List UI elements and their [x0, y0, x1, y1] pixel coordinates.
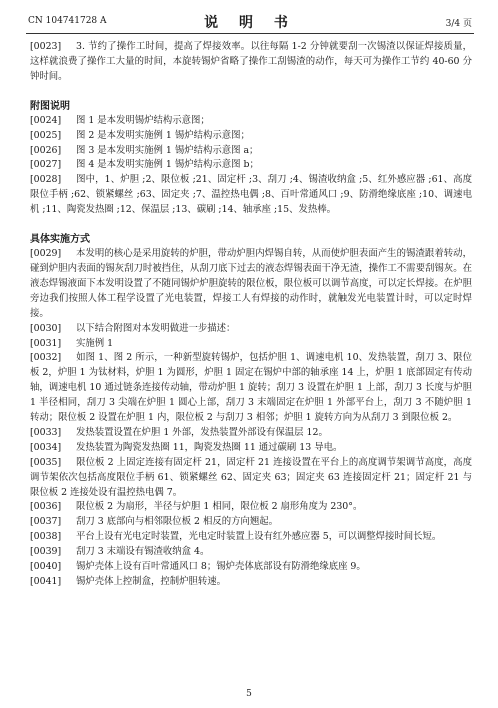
paragraph-text: 图 1 是本发明锡炉结构示意图；	[76, 114, 210, 126]
paragraph-0041	[30, 575, 472, 590]
paragraph-0032	[30, 351, 472, 426]
paragraph-number: [0033]	[30, 426, 62, 438]
paragraph-0040	[30, 560, 472, 575]
paragraph-text: 锡炉壳体上控制盒，控制炉胆转速。	[76, 576, 227, 587]
paragraph-number: [0024]	[30, 114, 62, 126]
paragraph-number: [0039]	[30, 546, 62, 558]
paragraph-text: 刮刀 3 末端设有锡渣收纳盒 4。	[76, 546, 210, 558]
paragraph-text: 实施例 1	[76, 337, 114, 349]
paragraph-text: 3. 节约了操作工时间，提高了焊接效率。以往每隔 1-2 分钟就要刮一次锡渣以保证焊接质量，这样就浪费了操作工大量的时间，本旋转锡炉省略了操作工刮锡渣的动作，每天可为操作工节约 40-60 分钟时间。	[30, 41, 472, 82]
paragraph-text: 限位板 2 上固定连接有固定杆 21，固定杆 21 连接设置在平台上的高度调节架调节高度，高度调节架依次包括高度限位手柄 61、锁紧螺丝 62、固定夹 63；固定夹 63 连接固定杆 21；固定杆 21 与限位板 2 连接处设有温控热电偶 7。	[30, 456, 472, 498]
paragraph-text: 发热装置为陶瓷发热圈 11，陶瓷发热圈 11 通过碳刷 13 导电。	[76, 441, 343, 453]
paragraph-0030	[30, 322, 472, 337]
paragraph-number: [0041]	[30, 576, 62, 587]
section-heading-drawings: 附图说明	[30, 100, 70, 112]
paragraph-number: [0034]	[30, 441, 62, 453]
paragraph-text: 发热装置设置在炉胆 1 外部，发热装置外部设有保温层 12。	[76, 426, 328, 438]
paragraph-0024	[30, 114, 472, 129]
paragraph-0036	[30, 500, 472, 515]
page-header	[28, 12, 472, 32]
paragraph-number: [0025]	[30, 129, 62, 141]
paragraph-text: 刮刀 3 底部向与相邻限位板 2 相反的方向翘起。	[76, 516, 278, 528]
paragraph-text: 图 3 是本发明实施例 1 锡炉结构示意图 a；	[76, 144, 259, 156]
paragraph-number: [0037]	[30, 516, 62, 528]
paragraph-number: [0035]	[30, 456, 62, 468]
paragraph-number: [0032]	[30, 352, 62, 364]
paragraph-0038	[30, 530, 472, 545]
paragraph-text: 平台上设有光电定时装置，光电定时装置上设有红外感应器 5，可以调整焊接时间长短。	[76, 531, 442, 543]
paragraph-0037	[30, 515, 472, 530]
paragraph-text: 如图 1、图 2 所示，一种新型旋转锡炉，包括炉胆 1、调速电机 10、发热装置，刮刀 3、限位板 2，炉胆 1 为钛材料，炉胆 1 为圆形，炉胆 1 固定在锡炉中部的轴承座 14 上，炉胆 1 底部固定有传动轴，调速电机 10 通过链条连接传动轴，带动炉胆 1 旋转；刮刀 3 设置在炉胆 1 上部，刮刀 3 长度与炉胆 1 半径相同，刮刀 3 尖端在炉胆 1 圆心上部，刮刀 3 末端固定在炉胆 1 外部平台上，刮刀 3 不随炉胆 1 转动；限位板 2 设置在炉胆 1 内，限位板 2 与刮刀 3 相邻；炉胆 1 旋转方向为从刮刀 3 到限位板 2。	[30, 352, 472, 424]
paragraph-0031	[30, 337, 472, 352]
paragraph-number: [0026]	[30, 144, 62, 156]
paragraph-text: 限位板 2 为扇形，半径与炉胆 1 相同，限位板 2 扇形角度为 230°。	[76, 501, 363, 513]
page-indicator: 3/4 页	[445, 19, 472, 29]
paragraph-text: 图 4 是本发明实施例 1 锡炉结构示意图 b；	[76, 159, 259, 171]
paragraph-number: [0023]	[30, 41, 62, 52]
document-title: 说 明 书	[204, 15, 296, 31]
header-rule	[26, 33, 474, 34]
document-body	[30, 40, 472, 590]
paragraph-number: [0028]	[30, 174, 62, 186]
paragraph-text: 以下结合附图对本发明做进一步描述：	[76, 322, 236, 334]
paragraph-0027	[30, 158, 472, 173]
paragraph-number: [0031]	[30, 337, 62, 349]
paragraph-number: [0038]	[30, 531, 62, 543]
section-heading-embodiments: 具体实施方式	[30, 234, 90, 246]
publication-number: CN 104741728 A	[28, 16, 107, 26]
paragraph-number: [0040]	[30, 561, 62, 573]
paragraph-0025	[30, 129, 472, 144]
paragraph-0033	[30, 426, 472, 441]
page-number: 5	[246, 689, 252, 699]
paragraph-text: 图中，1、炉胆 ;2、限位板 ;21、固定杆 ;3、刮刀 ;4、锡渣收纳盒 ;5、红外感应器 ;61、高度限位手柄 ;62、锁紧螺丝 ;63、固定夹 ;7、温控热电偶 ;8、百叶常通风口 ;9、防滑绝缘底座 ;10、调速电机 ;11、陶瓷发热圈 ;12、保温层 ;13、碳刷 ;14、轴承座 ;15、发热棒。	[30, 174, 472, 216]
paragraph-0028	[30, 173, 472, 218]
paragraph-0039	[30, 545, 472, 560]
paragraph-number: [0029]	[30, 248, 62, 260]
paragraph-text: 锡炉壳体上设有百叶常通风口 8；锡炉壳体底部设有防滑绝缘底座 9。	[76, 561, 366, 573]
paragraph-text: 图 2 是本发明实施例 1 锡炉结构示意图；	[76, 129, 250, 141]
paragraph-number: [0027]	[30, 159, 62, 171]
paragraph-0023	[30, 40, 472, 85]
paragraph-0029	[30, 247, 472, 322]
paragraph-0026	[30, 144, 472, 159]
paragraph-0035	[30, 456, 472, 501]
paragraph-0034	[30, 441, 472, 456]
paragraph-number: [0030]	[30, 322, 62, 334]
paragraph-number: [0036]	[30, 501, 62, 513]
paragraph-text: 本发明的核心是采用旋转的炉胆，带动炉胆内焊锡自转，从而使炉胆表面产生的锡渣跟着转动，碰到炉胆内表面的锡灰刮刀时被挡住，从刮刀底下过去的液态焊锡表面干净无渣，操作工不需要刮锡灰。在液态焊锡液面下本发明设置了不随同锡炉炉胆旋转的限位板，限位板可以调节高度，可以定长焊接。在炉胆旁边我们按照人体工程学设置了光电装置，焊接工人有焊接的动作时，就触发光电装置计时，可以定时焊接。	[30, 248, 472, 319]
